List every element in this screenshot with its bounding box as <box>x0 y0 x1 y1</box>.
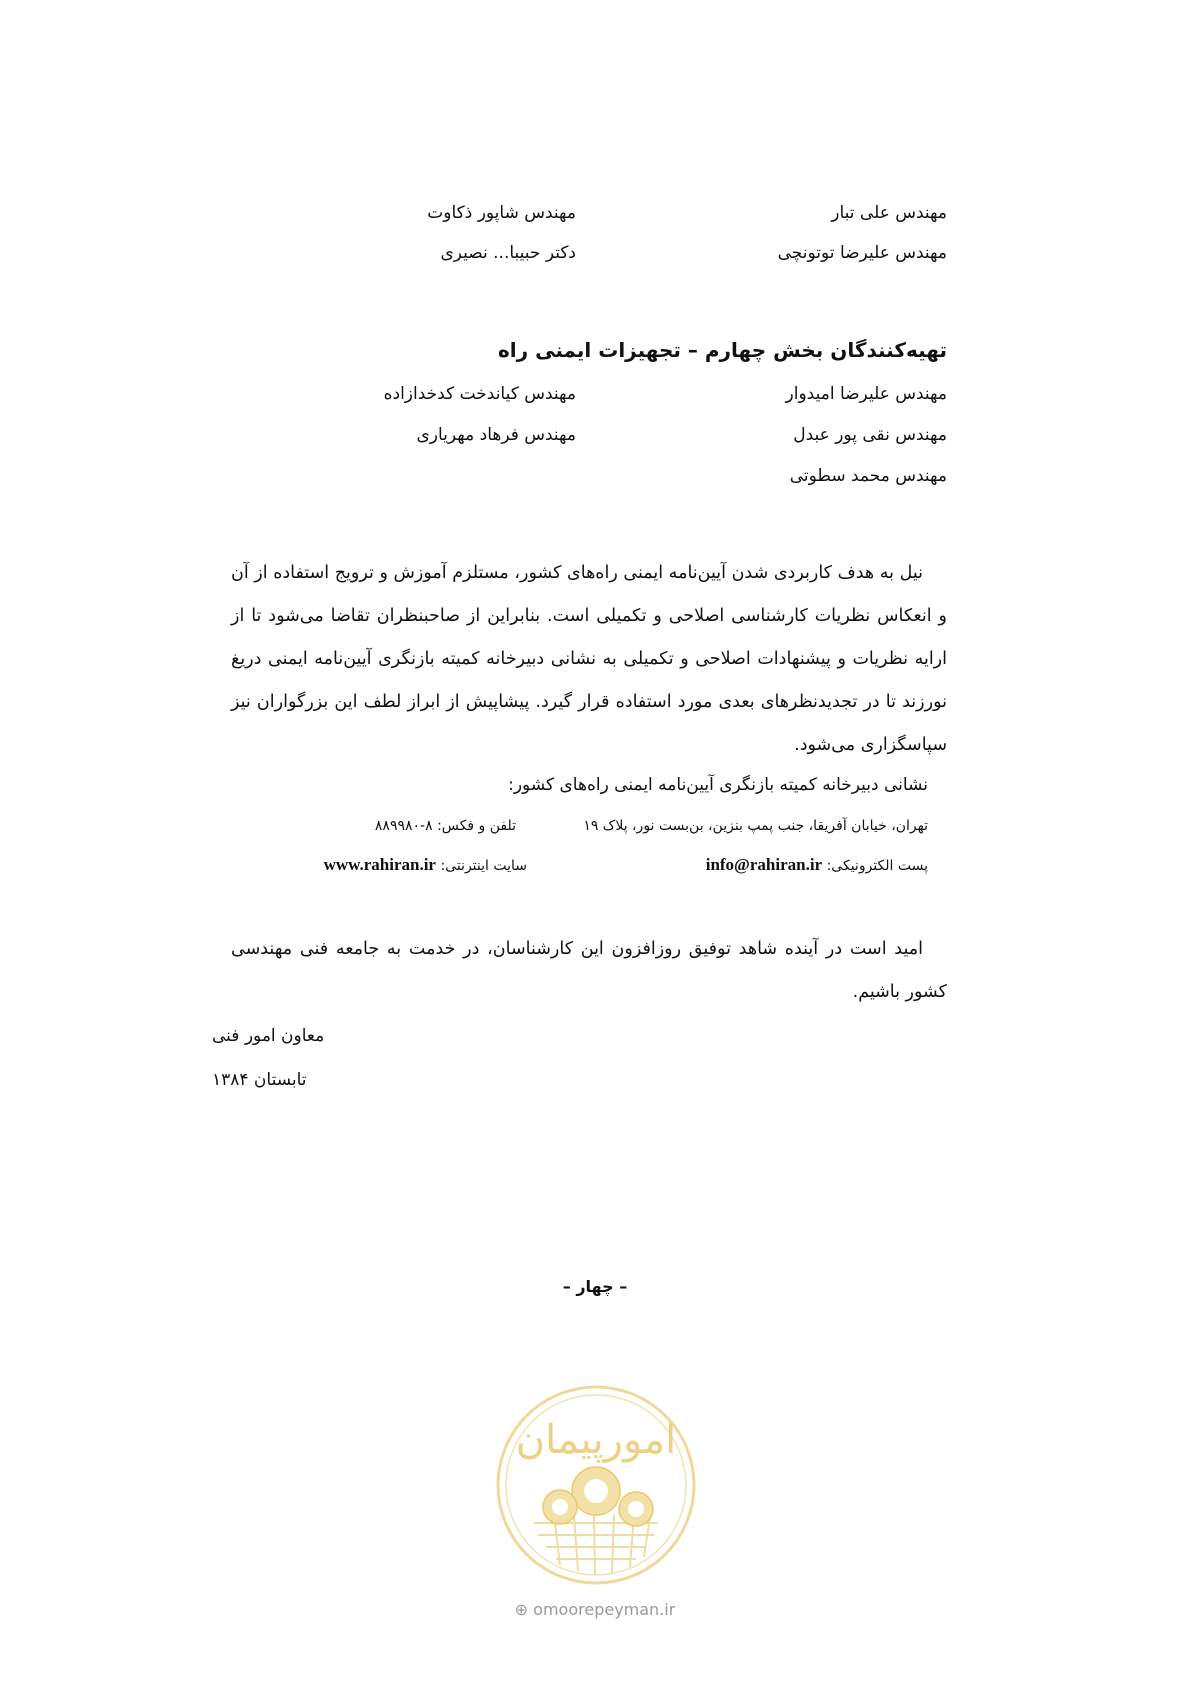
watermark-logo-text: امورپیمان <box>515 1417 677 1463</box>
watermark-url <box>0 1600 1190 1619</box>
address-phone: تلفن و فکس: ۸-۸۸۹۹۸۰ <box>374 818 516 834</box>
website-link[interactable]: www.rahiran.ir <box>323 855 436 874</box>
address-title: نشانی دبیرخانه کمیته بازنگری آیین‌نامه ایمنی راه‌های کشور: <box>508 775 928 795</box>
globe-icon: ⊕ <box>514 1600 529 1619</box>
signature-date: تابستان ۱۳۸۴ <box>212 1070 307 1090</box>
email-label: پست الکترونیکی: <box>826 858 928 874</box>
closing-paragraph: امید است در آینده شاهد توفیق روزافزون این کارشناسان، در خدمت به جامعه فنی مهندسی کشور باشیم. <box>231 939 947 1002</box>
contributor-name: مهندس علیرضا توتونچی <box>777 243 947 263</box>
section-heading: تهیه‌کنندگان بخش چهارم – تجهیزات ایمنی راه <box>497 338 947 362</box>
contributor-name: مهندس علی تبار <box>831 203 947 223</box>
contributor-name: مهندس نقی پور عبدل <box>793 425 947 445</box>
contributor-name: دکتر حبیبا... نصیری <box>440 243 576 263</box>
address-email <box>706 855 928 875</box>
body-paragraph: نیل به هدف کاربردی شدن آیین‌نامه ایمنی راه‌های کشور، مستلزم آموزش و ترویج استفاده از آن و انعکاس نظریات کارشناسی اصلاحی و تکمیلی است. بنابراین از صاحبنظران تقاضا می‌شود تا از ارایه نظریات و پیشنهادات اصلاحی و تکمیلی به نشانی دبیرخانه کمیته بازنگری آیین‌نامه ایمنی دریغ نورزند تا در تجدیدنظرهای بعدی مورد استفاده قرار گیرد. پیشاپیش از ابراز لطف این بزرگواران نیز سپاسگزاری می‌شود. <box>231 563 947 755</box>
page-number: – چهار – <box>562 1277 628 1296</box>
email-link[interactable]: info@rahiran.ir <box>705 855 823 874</box>
address-street: تهران، خیابان آفریقا، جنب پمپ بنزین، بن‌بست نور، پلاک ۱۹ <box>583 818 928 834</box>
contributor-name: مهندس کیاندخت کدخدازاده <box>383 384 576 404</box>
contributor-name: مهندس فرهاد مهریاری <box>416 425 576 445</box>
contributor-name: مهندس شاپور ذکاوت <box>427 203 576 223</box>
signature-title: معاون امور فنی <box>212 1026 325 1046</box>
watermark-logo <box>494 1383 698 1587</box>
contributor-name: مهندس علیرضا امیدوار <box>785 384 947 404</box>
watermark-url-text: omoorepeyman.ir <box>533 1600 676 1619</box>
contributor-name: مهندس محمد سطوتی <box>789 466 947 486</box>
website-label: سایت اینترنتی: <box>440 858 527 874</box>
address-website <box>324 855 527 875</box>
